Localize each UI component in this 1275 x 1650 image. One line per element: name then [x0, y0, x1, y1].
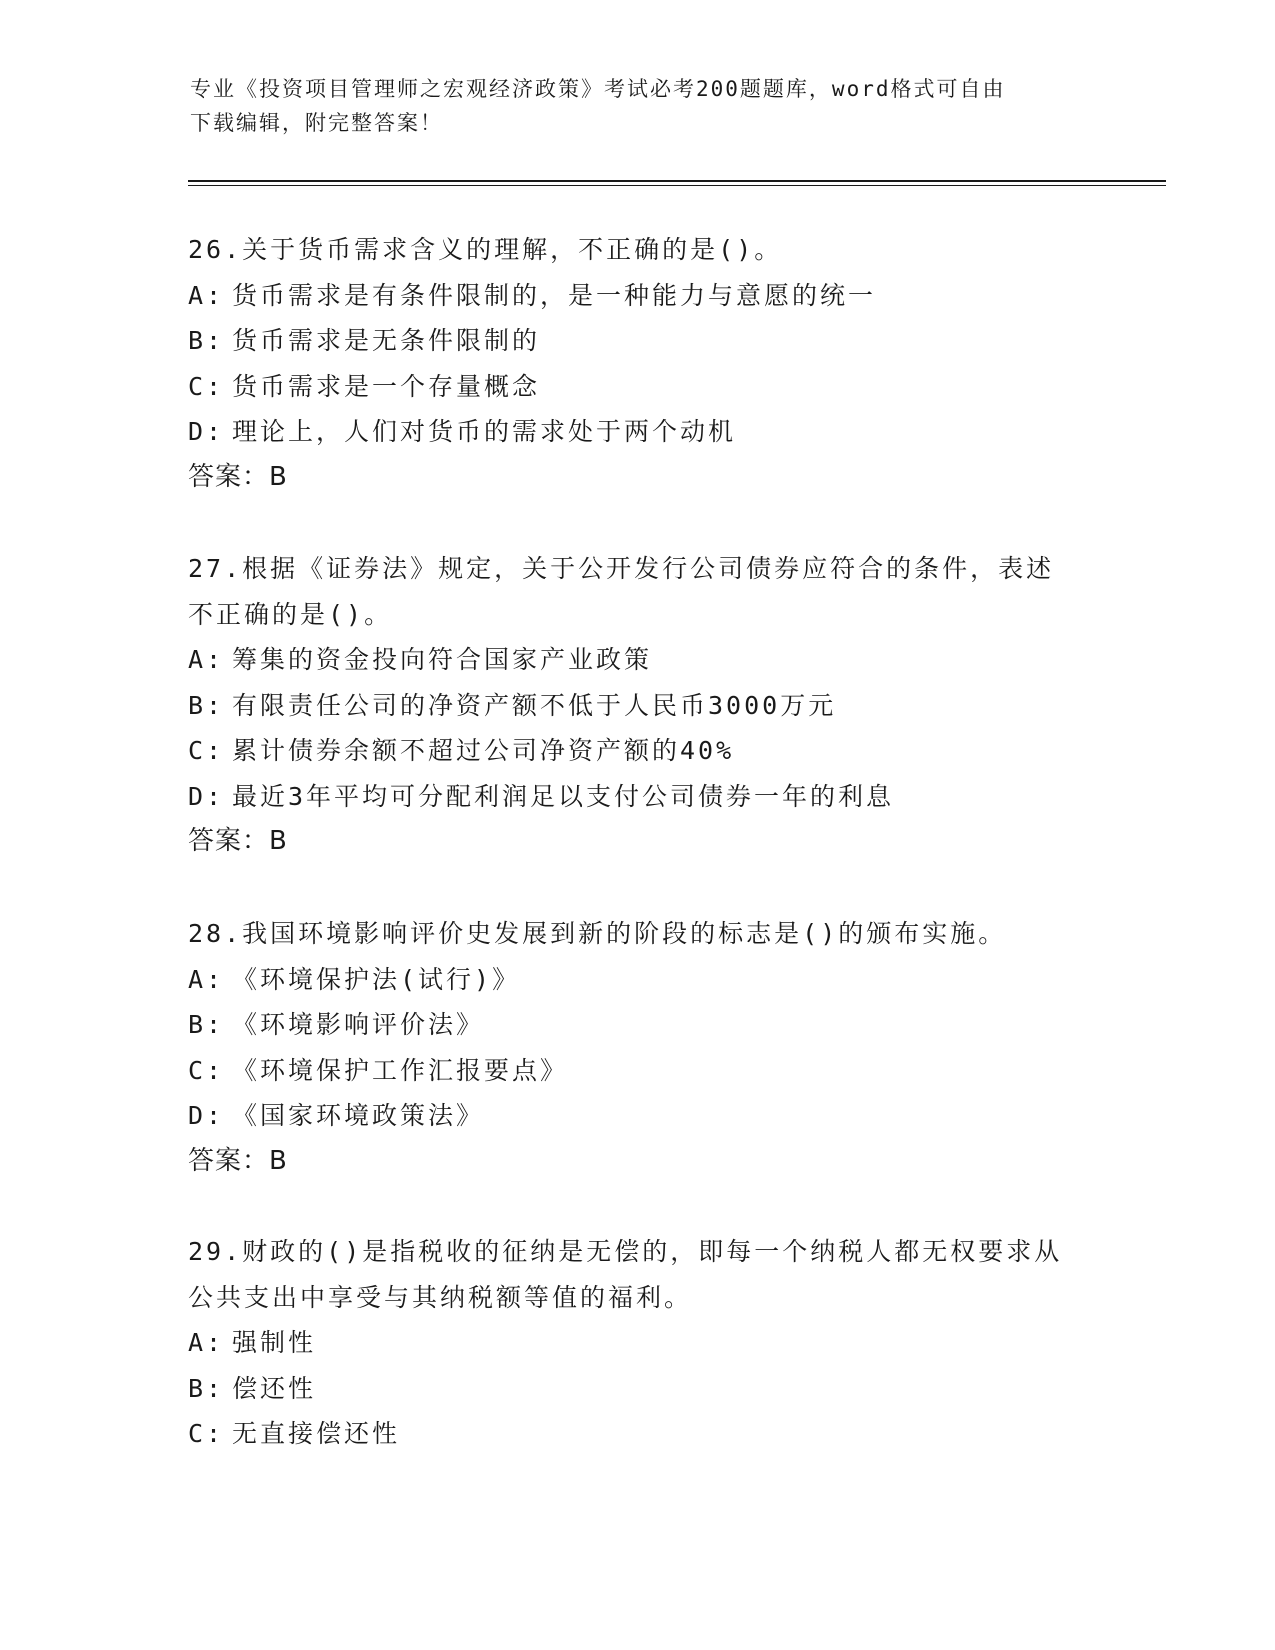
option-key: C: — [188, 1055, 225, 1085]
option-c — [188, 364, 1088, 410]
answer-label: 答案：B — [188, 826, 288, 856]
option-key: A: — [188, 1328, 225, 1357]
option-text: 强制性 — [232, 1328, 317, 1357]
option-b — [188, 683, 1088, 729]
option-key: D: — [188, 1101, 225, 1130]
option-key: B: — [188, 690, 225, 720]
option-key: B: — [188, 1010, 225, 1039]
option-c — [188, 1411, 1088, 1457]
option-key: D: — [188, 417, 225, 446]
option-b — [188, 1366, 1088, 1412]
option-key: A: — [188, 964, 225, 994]
answer-label: 答案：B — [188, 461, 288, 492]
option-text: 筹集的资金投向符合国家产业政策 — [232, 645, 653, 674]
option-key: B: — [188, 326, 225, 355]
question-stem-line-1: 27.根据《证券法》规定，关于公开发行公司债券应符合的条件，表述 — [188, 554, 1055, 583]
document-header — [190, 72, 1080, 140]
option-d — [188, 1093, 1088, 1139]
option-key: A: — [188, 645, 225, 674]
option-c — [188, 1048, 1088, 1094]
question-stem-line-2: 不正确的是()。 — [188, 599, 393, 629]
question-26 — [188, 227, 1088, 500]
option-text: 有限责任公司的净资产额不低于人民币3000万元 — [232, 690, 837, 720]
option-text: 最近3年平均可分配利润足以支付公司债券一年的利息 — [232, 781, 895, 811]
option-key: C: — [188, 736, 225, 765]
option-a — [188, 273, 1088, 319]
question-stem-line-1: 29.财政的()是指税收的征纳是无偿的，即每一个纳税人都无权要求从 — [188, 1237, 1063, 1266]
option-key: D: — [188, 781, 225, 811]
question-27 — [188, 546, 1088, 865]
option-a — [188, 957, 1088, 1003]
question-29 — [188, 1229, 1088, 1457]
answer-label: 答案：B — [188, 1145, 288, 1176]
option-c — [188, 728, 1088, 774]
header-line-2: 下载编辑，附完整答案！ — [190, 111, 443, 135]
option-key: C: — [188, 371, 225, 401]
option-b — [188, 1002, 1088, 1048]
question-stem: 26.关于货币需求含义的理解，不正确的是()。 — [188, 235, 783, 264]
option-text: 《环境保护工作汇报要点》 — [232, 1055, 569, 1085]
option-text: 累计债券余额不超过公司净资产额的40% — [232, 736, 735, 765]
option-text: 货币需求是有条件限制的，是一种能力与意愿的统一 — [232, 280, 877, 310]
header-divider-thin — [188, 185, 1166, 186]
option-text: 理论上，人们对货币的需求处于两个动机 — [232, 417, 737, 446]
option-b — [188, 318, 1088, 364]
question-28 — [188, 911, 1088, 1184]
option-text: 货币需求是一个存量概念 — [232, 371, 541, 401]
question-stem: 28.我国环境影响评价史发展到新的阶段的标志是()的颁布实施。 — [188, 919, 1007, 948]
option-a — [188, 637, 1088, 683]
option-text: 偿还性 — [232, 1373, 317, 1403]
option-text: 《环境影响评价法》 — [232, 1010, 485, 1039]
option-text: 货币需求是无条件限制的 — [232, 326, 541, 355]
option-key: A: — [188, 280, 225, 310]
option-key: C: — [188, 1419, 225, 1448]
option-text: 无直接偿还性 — [232, 1419, 401, 1448]
option-text: 《环境保护法(试行)》 — [232, 964, 521, 994]
header-line-1: 专业《投资项目管理师之宏观经济政策》考试必考200题题库，word格式可自由 — [190, 77, 1006, 101]
option-d — [188, 774, 1088, 820]
option-a — [188, 1320, 1088, 1366]
option-d — [188, 409, 1088, 455]
header-divider-thick — [188, 180, 1166, 182]
option-text: 《国家环境政策法》 — [232, 1101, 485, 1130]
question-stem-line-2: 公共支出中享受与其纳税额等值的福利。 — [188, 1282, 693, 1312]
option-key: B: — [188, 1373, 225, 1403]
